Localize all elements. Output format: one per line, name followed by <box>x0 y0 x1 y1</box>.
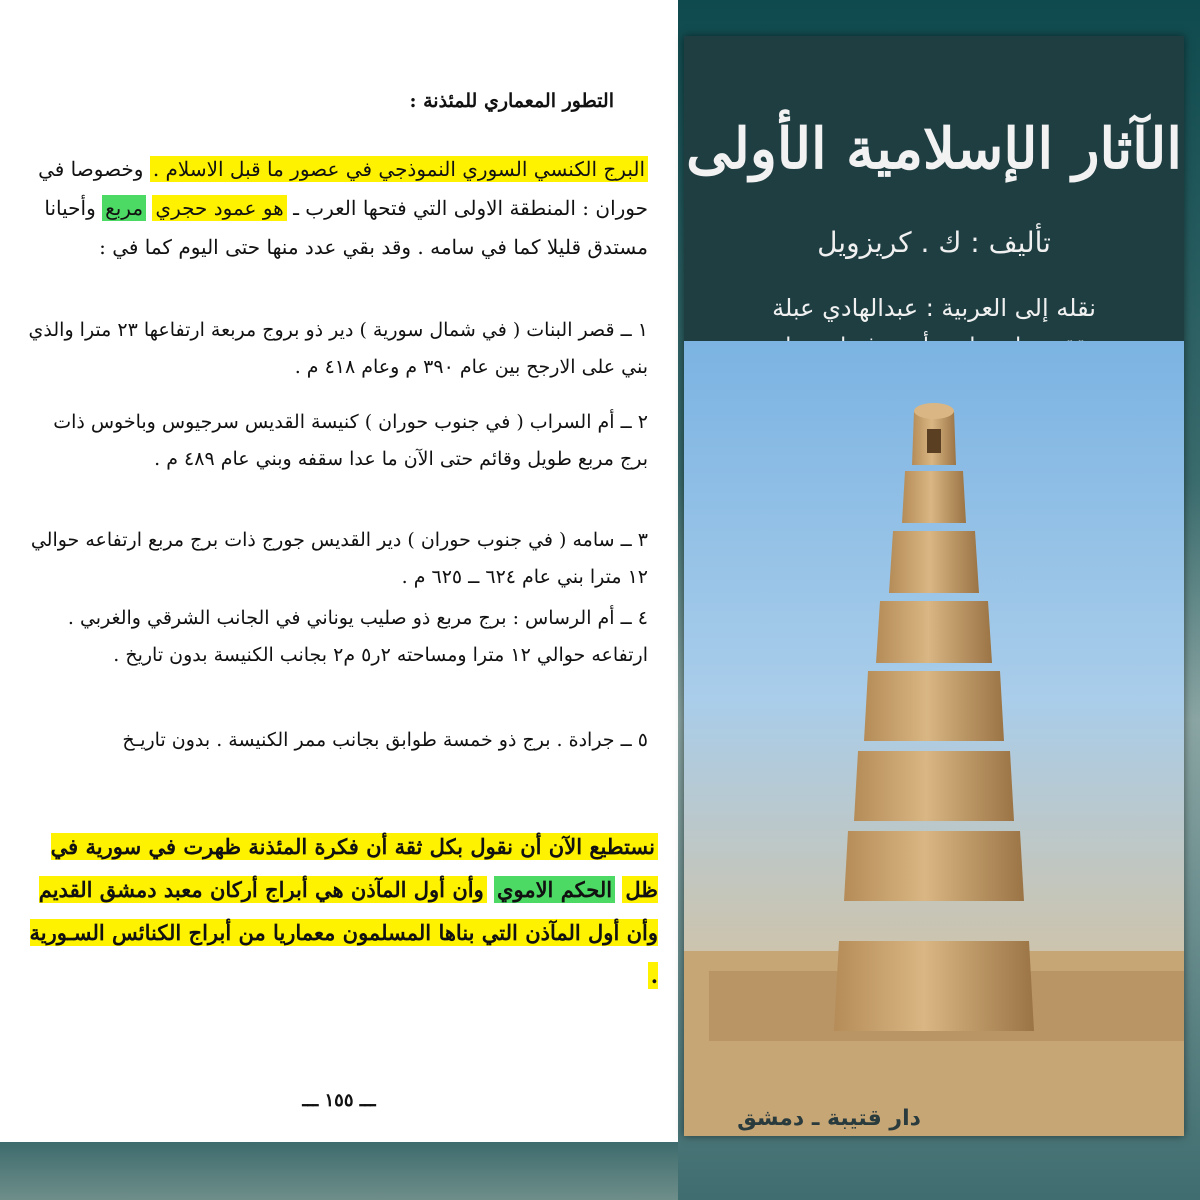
list-item-5: ٥ ــ جرادة . برج ذو خمسة طوابق بجانب ممر الكنيسة . بدون تاريـخ <box>122 729 648 751</box>
list-item-4: ٤ ــ أم الرساس : برج مربع ذو صليب يوناني في الجانب الشرقي والغربي . ارتفاعه حوالي ١٢ مترا ومساحته ٢ر٥ م٢ بجانب الكنيسة بدون تاريخ . <box>67 607 648 667</box>
cover-translator: نقله إلى العربية : عبدالهادي عبلة <box>772 294 1096 322</box>
section-heading: التطور المعماري للمئذنة : <box>409 90 614 112</box>
page-number: ـــ ١٥٥ ـــ <box>302 1090 376 1111</box>
minaret-photo <box>684 341 1184 1136</box>
list-item-1: ١ ــ قصر البنات ( في شمال سورية ) دير ذو بروج مربعة ارتفاعها ٢٣ مترا والذي بني على الارجح بين عام ٣٩٠ م وعام ٤١٨ م . <box>28 319 648 379</box>
conclusion-paragraph <box>18 825 658 997</box>
conclusion-text-2: وأن أول المآذن هي أبراج أركان معبد دمشق القديم وأن أول المآذن التي بناها المسلمون معماريا من أبراج الكنائس السـورية . <box>29 877 658 989</box>
book-cover <box>684 36 1184 1136</box>
intro-paragraph <box>28 150 648 267</box>
highlight-umayyad-rule: الحكم الاموي <box>494 876 615 903</box>
list-item-3: ٣ ــ سامه ( في جنوب حوران ) دير القديس جورج ذات برج مربع ارتفاعه حوالي ١٢ مترا بني عام ٦٢٤ ــ ٦٢٥ م . <box>30 529 648 589</box>
highlight-typical-tower: البرج الكنسي السوري النموذجي في عصور ما قبل الاسلام . <box>150 156 648 182</box>
intro-text-1: وخصوصا في حوران : المنطقة الاولى التي فتحها العرب ـ <box>38 157 648 220</box>
cover-title: الآثار الإسلامية الأولى <box>686 116 1182 182</box>
cover-publisher: دار قتيبة ـ دمشق <box>737 1106 921 1131</box>
list-item-2: ٢ ــ أم السراب ( في جنوب حوران ) كنيسة القديس سرجيوس وباخوس ذات برج مربع طويل وقائم حتى الآن ما عدا سقفه وبني عام ٤٨٩ م . <box>53 411 648 471</box>
highlight-square: مربع <box>102 195 146 221</box>
conclusion-text-1: نستطيع الآن أن نقول بكل ثقة أن فكرة المئذنة ظهرت في سورية في ظل <box>50 834 658 903</box>
background-strip <box>0 1142 678 1200</box>
cover-author: تأليف : ك . كريزويل <box>817 226 1051 259</box>
highlight-stone-column: هو عمود حجري <box>152 195 286 221</box>
intro-text-2: وأحيانا مستدق قليلا كما في سامه . وقد بقي عدد منها حتى اليوم كما في : <box>44 196 648 259</box>
spiral-minaret-illustration <box>684 341 1184 1136</box>
